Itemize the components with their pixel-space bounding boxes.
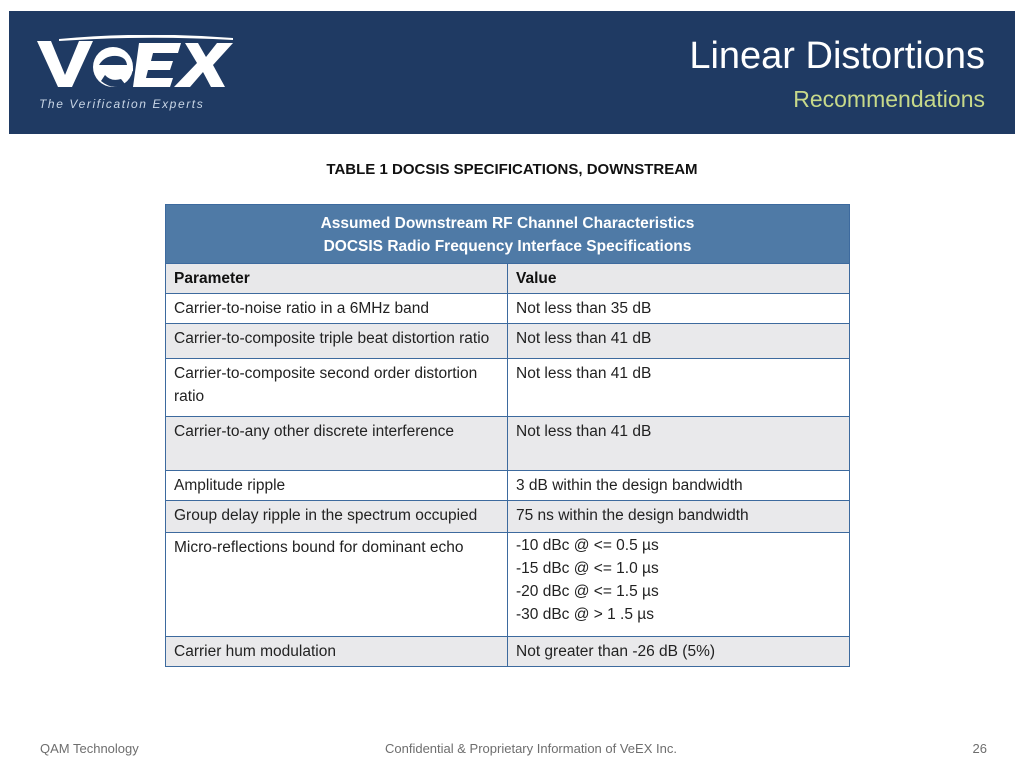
docsis-spec-table — [165, 204, 850, 667]
table-caption: TABLE 1 DOCSIS SPECIFICATIONS, DOWNSTREAM — [326, 161, 698, 178]
table-title-line-2: DOCSIS Radio Frequency Interface Specifications — [323, 238, 692, 255]
value-cell: Not less than 41 dB — [508, 417, 850, 471]
echo-value-line: -10 dBc @ <= 0.5 µs — [516, 537, 659, 554]
table-row — [166, 294, 850, 324]
table-row — [166, 471, 850, 501]
table-row — [166, 359, 850, 417]
value-cell: Not greater than -26 dB (5%) — [508, 637, 850, 667]
table-title-cell — [166, 205, 850, 264]
echo-value-line: -15 dBc @ <= 1.0 µs — [516, 560, 659, 577]
column-header-value: Value — [508, 264, 850, 294]
parameter-cell: Carrier-to-composite triple beat distortion ratio — [166, 324, 508, 359]
parameter-cell: Carrier-to-composite second order distortion ratio — [166, 359, 508, 417]
value-cell: Not less than 35 dB — [508, 294, 850, 324]
table-row — [166, 417, 850, 471]
table-row — [166, 324, 850, 359]
slide-header — [9, 11, 1015, 134]
table-title-row — [166, 205, 850, 264]
column-header-parameter: Parameter — [166, 264, 508, 294]
parameter-cell: Amplitude ripple — [166, 471, 508, 501]
value-cell: 3 dB within the design bandwidth — [508, 471, 850, 501]
page-number: 26 — [972, 741, 987, 756]
slide-title: Linear Distortions — [689, 35, 985, 77]
veex-logo — [35, 35, 235, 125]
table-row — [166, 637, 850, 667]
table-title-line-1: Assumed Downstream RF Channel Characteristics — [320, 215, 695, 232]
parameter-cell: Carrier-to-any other discrete interference — [166, 417, 508, 471]
footer-confidential-text: Confidential & Proprietary Information of VeEX Inc. — [385, 741, 677, 756]
veex-logo-mark — [35, 35, 235, 95]
slide-subtitle: Recommendations — [793, 86, 985, 112]
parameter-cell: Group delay ripple in the spectrum occupied — [166, 501, 508, 533]
parameter-cell: Carrier-to-noise ratio in a 6MHz band — [166, 294, 508, 324]
column-header-row — [166, 264, 850, 294]
value-cell: Not less than 41 dB — [508, 359, 850, 417]
echo-value-line: -30 dBc @ > 1 .5 µs — [516, 606, 654, 623]
table-row — [166, 533, 850, 637]
footer-left-text: QAM Technology — [40, 741, 139, 756]
value-cell: Not less than 41 dB — [508, 324, 850, 359]
table-row — [166, 501, 850, 533]
parameter-cell: Micro-reflections bound for dominant echo — [166, 533, 508, 637]
value-cell — [508, 533, 850, 637]
value-cell: 75 ns within the design bandwidth — [508, 501, 850, 533]
logo-tagline: The Verification Experts — [39, 97, 205, 111]
echo-value-line: -20 dBc @ <= 1.5 µs — [516, 583, 659, 600]
parameter-cell: Carrier hum modulation — [166, 637, 508, 667]
